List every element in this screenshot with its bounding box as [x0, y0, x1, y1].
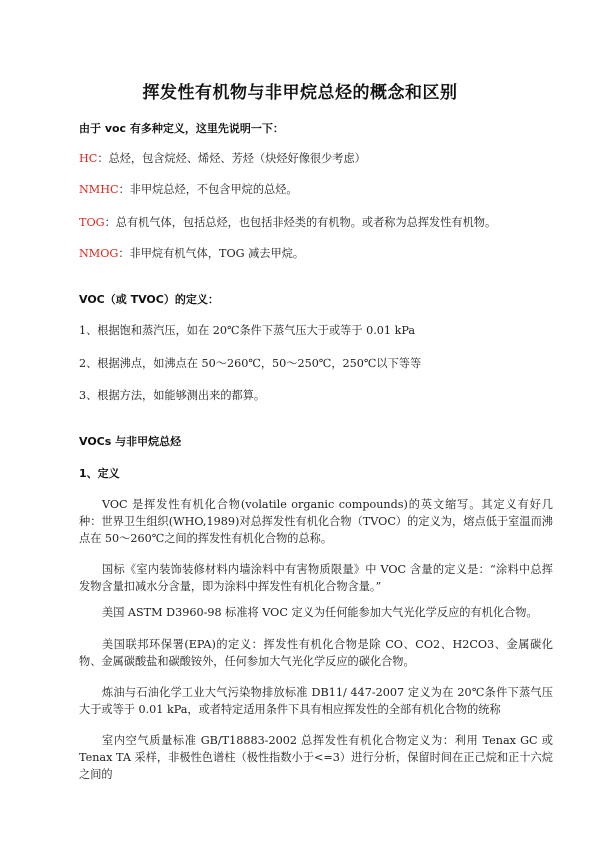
intro-line: 由于 voc 有多种定义，这里先说明一下： — [79, 122, 284, 135]
definition-desc: ：总有机气体，包括总烃，也包括非烃类的有机物。或者称为总挥发性有机物。 — [104, 216, 497, 229]
definition-term: NMHC — [79, 183, 119, 196]
definition-tog — [79, 215, 496, 231]
definition-term: NMOG — [79, 247, 119, 260]
voc-item-3: 3、根据方法，如能够测出来的都算。 — [79, 389, 266, 402]
paragraph-db11: 炼油与石油化学工业大气污染物排放标准 DB11/ 447-2007 定义为在 20℃条件下蒸气压大于或等于 0.01 kPa，或者特定适用条件下具有相应挥发性的全部有机化合物的统称 — [79, 686, 553, 716]
document-title: 挥发性有机物与非甲烷总烃的概念和区别 — [142, 83, 458, 103]
paragraph-gbt18883: 室内空气质量标准 GB/T18883-2002 总挥发性有机化合物定义为：利用 Tenax GC 或 Tenax TA 采样，非极性色谱柱（极性指数小于<=3）进行分析，保留时间在正己烷和正十六烷之间的 — [79, 734, 553, 781]
definition-term: TOG — [79, 216, 105, 229]
definition-hc — [79, 151, 366, 167]
definition-nmhc — [79, 182, 298, 198]
paragraph-astm: 美国 ASTM D3960-98 标准将 VOC 定义为任何能参加大气光化学反应的有机化合物。 — [102, 606, 538, 619]
definition-desc: ：非甲烷有机气体，TOG 减去甲烷。 — [118, 247, 305, 260]
voc-definition-heading: VOC（或 TVOC）的定义： — [79, 293, 219, 306]
paragraph-voc-who: VOC 是挥发性有机化合物(volatile organic compounds)的英文缩写。其定义有好几种：世界卫生组织(WHO,1989)对总挥发性有机化合物（TVOC）的定义为，熔点低于室温而沸点在 50～260℃之间的挥发性有机化合物的总称。 — [79, 498, 553, 545]
paragraph-gb-standard: 国标《室内装饰装修材料内墙涂料中有害物质限量》中 VOC 含量的定义是：“涂料中总挥发物含量扣减水分含量，即为涂料中挥发性有机化合物含量。” — [79, 563, 553, 593]
subsection-heading: 1、定义 — [79, 467, 120, 480]
voc-item-2: 2、根据沸点，如沸点在 50～260℃，50～250℃，250℃以下等等 — [79, 357, 422, 370]
voc-item-1: 1、根据饱和蒸汽压，如在 20℃条件下蒸气压大于或等于 0.01 kPa — [79, 324, 416, 337]
definition-desc: ：非甲烷总烃，不包含甲烷的总烃。 — [118, 183, 298, 196]
definition-term: HC — [79, 152, 98, 165]
section-heading: VOCs 与非甲烷总烃 — [79, 435, 182, 448]
definition-nmog — [79, 246, 304, 262]
definition-desc: ：总烃，包含烷烃、烯烃、芳烃（炔烃好像很少考虑） — [97, 152, 366, 165]
paragraph-epa: 美国联邦环保署(EPA)的定义：挥发性有机化合物是除 CO、CO2、H2CO3、金属碳化物、金属碳酸盐和碳酸铵外，任何参加大气光化学反应的碳化合物。 — [79, 638, 553, 668]
